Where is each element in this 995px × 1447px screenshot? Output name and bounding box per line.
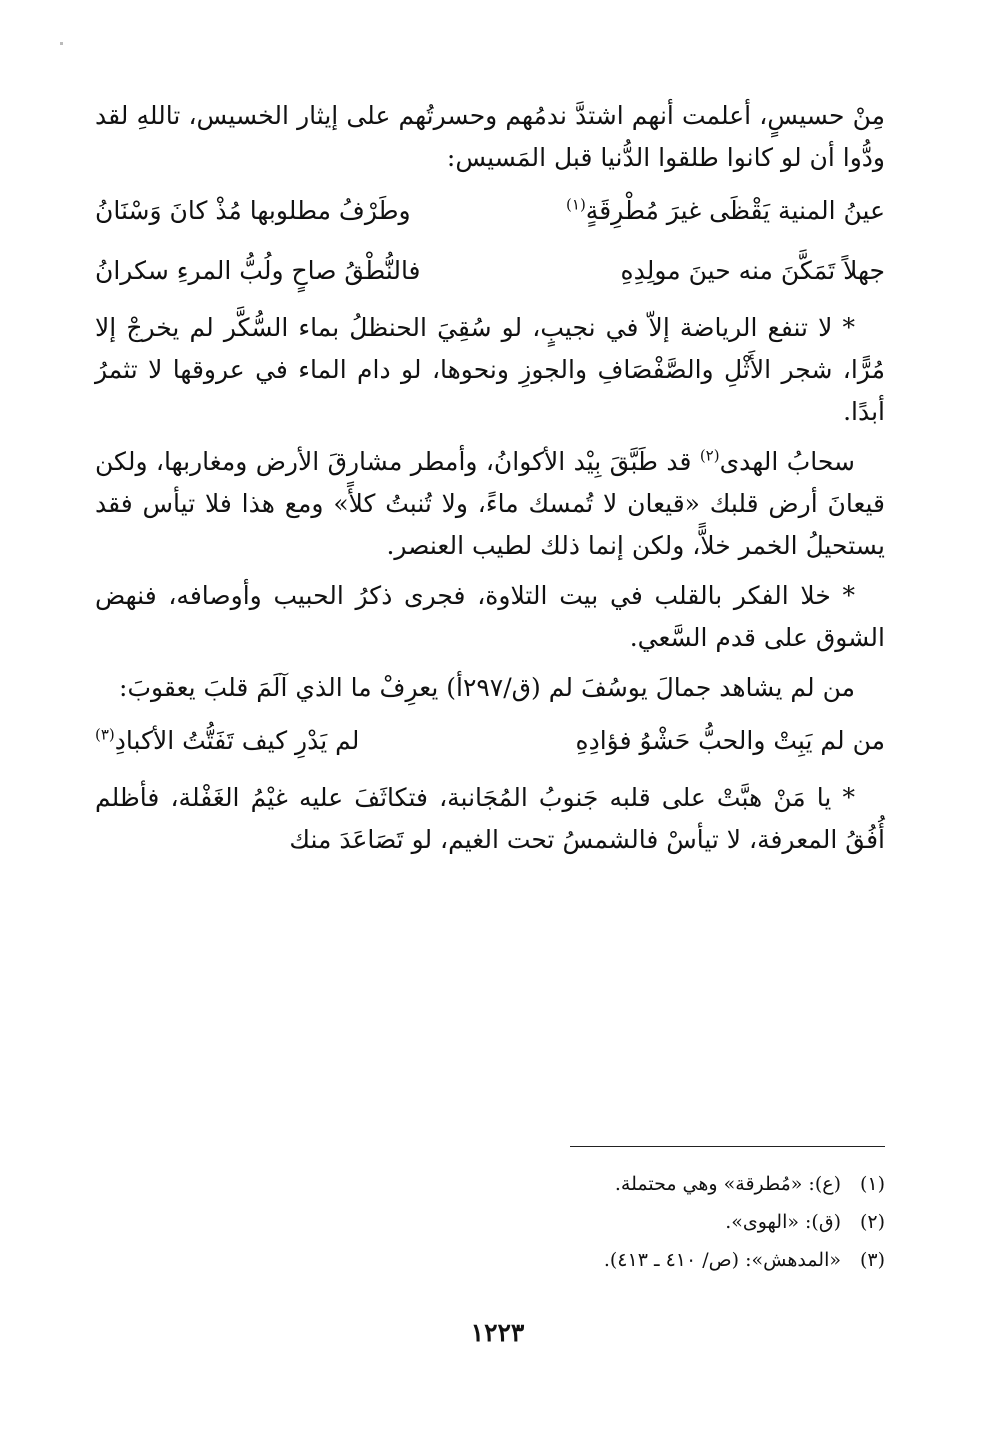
verse-3-second-hemistich: [95, 717, 359, 765]
footnote-ref-2[interactable]: (٢): [699, 446, 720, 465]
footnote-1-number: (١): [859, 1173, 885, 1195]
footnote-1-text: (ع): «مُطرقة» وهي محتملة.: [614, 1173, 841, 1195]
paragraph-3-rest: قد طَبَّقَ بِيْد الأكوانُ، وأمطر مشارقَ الأرض ومغاربها، ولكن قيعانَ أرض قلبك «قيعان لا تُمسك ماءً، ولا تُنبتُ كلأً» ومع هذا فلا تيأس فقد يستحيلُ الخمر خلاًّ، ولكن إنما ذلك لطيب العنصر.: [95, 447, 885, 560]
verse-1-first-text: عينُ المنية يَقْظَى غيرَ مُطْرِقَةٍ: [585, 196, 885, 225]
verse-2-first-hemistich: جهلاً تَمَكَّنَ منه حينَ مولِدِهِ: [620, 256, 885, 285]
verse-3-first-hemistich: من لم يَبِتْ والحبُّ حَشْوُ فؤادِهِ: [575, 726, 885, 755]
footnotes: [420, 1165, 885, 1279]
paragraph-3: [95, 441, 885, 567]
paragraph-2: * لا تنفع الرياضة إلاّ في نجيبٍ، لو سُقِيَ الحنظلُ بماء السُّكَّر لم يخرجْ إلا مُرًّا، شجر الأَثْلِ والصَّفْصَافِ والجوزِ ونحوها، لو دام الماء في عروقها لا تثمرُ أبدًا.: [95, 313, 885, 426]
footnote-separator: [570, 1146, 885, 1147]
footnote-ref-3[interactable]: (٣): [95, 725, 115, 744]
verse-3-second-text: لم يَدْرِ كيف تَفَتُّتُ الأكبادِ: [114, 726, 360, 755]
paragraph-5: من لم يشاهد جمالَ يوسُفَ لم (ق/٢٩٧أ) يعرِفْ ما الذي آلَمَ قلبَ يعقوبَ:: [119, 673, 855, 702]
paragraph-1: مِنْ حسيسٍ، أعلمت أنهم اشتدَّ ندمُهم وحسرتُهم على إيثار الخسيس، تاللهِ لقد ودُّوا أن لو كانوا طلقوا الدُّنيا قبل المَسيس:: [95, 101, 885, 172]
paragraph-4: * خلا الفكر بالقلب في بيت التلاوة، فجرى ذكرُ الحبيب وأوصافه، فنهض الشوق على قدم السَّعي.: [95, 581, 885, 652]
footnote-3: [420, 1241, 885, 1279]
verse-line-2: [95, 247, 885, 295]
footnote-2-number: (٢): [859, 1211, 885, 1233]
scan-speck: [60, 42, 63, 45]
footnote-2: [420, 1203, 885, 1241]
paragraph-3-start: سحابُ الهدى: [719, 447, 855, 476]
verse-line-3: [95, 717, 885, 765]
footnote-3-text: «المدهش»: (ص/ ٤١٠ ـ ٤١٣).: [603, 1249, 841, 1271]
verse-2-second-hemistich: فالنُّطْقُ صاحٍ ولُبُّ المرءِ سكرانُ: [95, 256, 421, 285]
page-number: ١٢٢٣: [470, 1318, 525, 1347]
verse-1-first-hemistich: [566, 187, 885, 235]
footnote-3-number: (٣): [859, 1249, 885, 1271]
footnote-ref-1[interactable]: (١): [566, 195, 586, 214]
footnote-1: [420, 1165, 885, 1203]
verse-1-second-hemistich: وطَرْفُ مطلوبها مُذْ كانَ وَسْنَانُ: [95, 196, 411, 225]
page-body: [95, 95, 885, 869]
verse-line-1: [95, 187, 885, 235]
paragraph-6: * يا مَنْ هبَّتْ على قلبه جَنوبُ المُجَانبة، فتكاثَفَ عليه غيْمُ الغَفْلة، فأظلم أُفُقُ المعرفة، لا تيأسْ فالشمسُ تحت الغيم، لو تَصَاعَدَ منك: [95, 783, 885, 854]
footnote-2-text: (ق): «الهوى».: [725, 1211, 841, 1233]
